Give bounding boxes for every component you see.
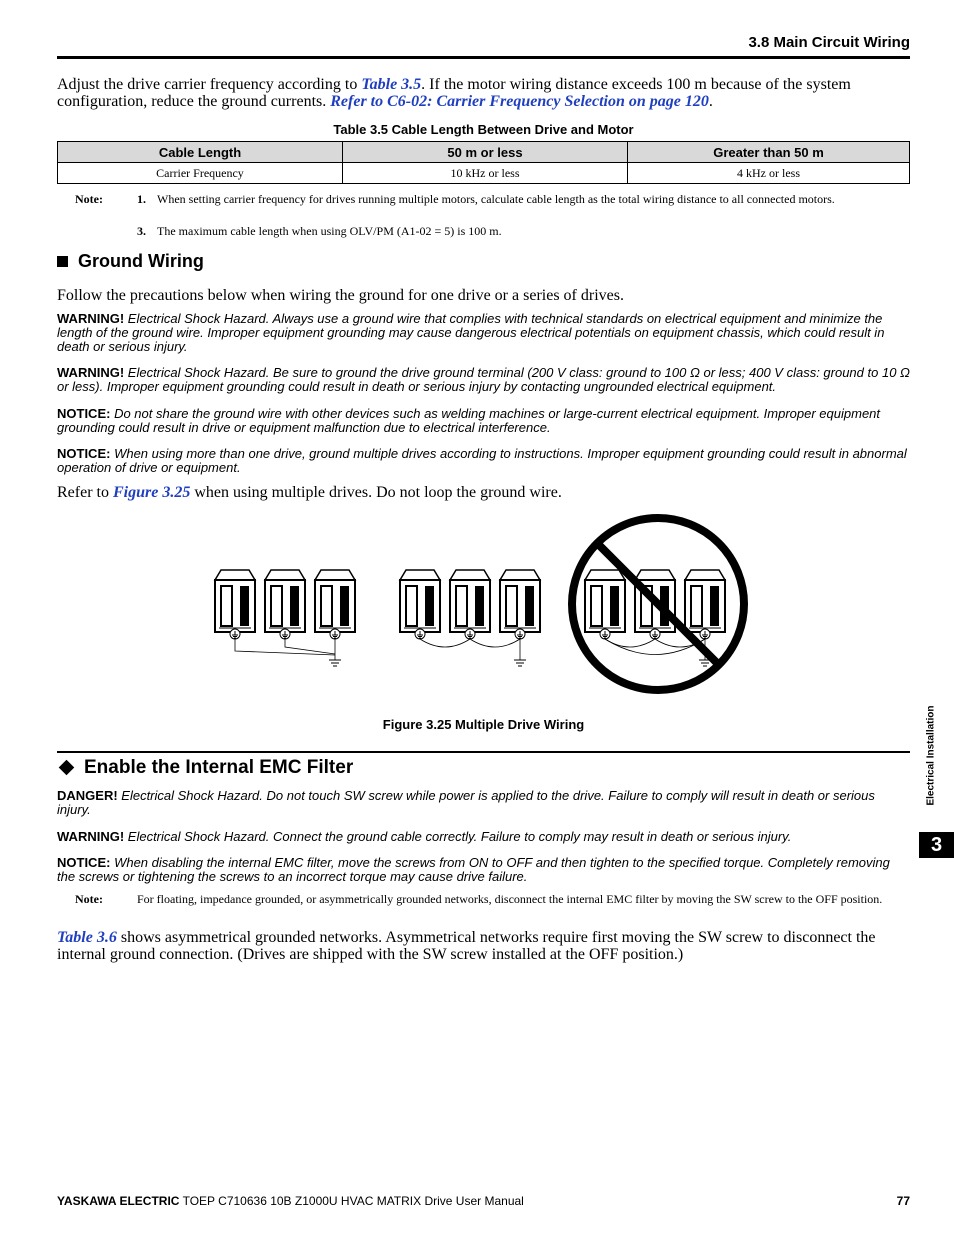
message-text: When using more than one drive, ground multiple drives according to instructions. Improper equipment grounding could result in abnormal operation of drive or equipment.	[57, 446, 907, 475]
page-number: 77	[896, 1194, 910, 1208]
figure-caption: Figure 3.25 Multiple Drive Wiring	[382, 717, 585, 732]
danger-message	[57, 789, 910, 817]
refer-text-2: when using multiple drives. Do not loop the ground wire.	[190, 484, 562, 501]
table-3-6-link[interactable]: Table 3.6	[57, 929, 117, 946]
chapter-number-tab[interactable]: 3	[919, 832, 954, 858]
section-rule	[57, 751, 910, 753]
cable-length-table	[57, 141, 910, 184]
note-number: 1.	[137, 192, 146, 206]
figure-3-25-link[interactable]: Figure 3.25	[112, 484, 191, 501]
ground-intro: Follow the precautions below when wiring the ground for one drive or a series of drives.	[57, 287, 624, 304]
table-row	[58, 163, 910, 184]
intro-text-2: . If the motor wiring distance exceeds 100 m because of the system configuration, reduce the ground currents.	[57, 76, 851, 110]
note-label: Note:	[75, 892, 103, 906]
message-label: WARNING!	[57, 311, 125, 326]
notice-message	[57, 447, 910, 475]
intro-paragraph	[57, 76, 910, 110]
footer-doc-title: TOEP C710636 10B Z1000U HVAC MATRIX Drive User Manual	[179, 1194, 524, 1208]
message-text: When disabling the internal EMC filter, move the screws from ON to OFF and then tighten to the specified torque. Completely removing the screws or tightening the screws to an incorrect torque may cause drive failure.	[57, 855, 890, 884]
diamond-bullet-icon	[59, 760, 75, 776]
emc-heading-text: Enable the Internal EMC Filter	[84, 757, 354, 778]
note-text: For floating, impedance grounded, or asymmetrically grounded networks, disconnect the internal EMC filter by moving the SW screw to the OFF position.	[137, 892, 883, 906]
note-text: The maximum cable length when using OLV/PM (A1-02 = 5) is 100 m.	[157, 224, 502, 238]
table-header-cell: Cable Length	[58, 142, 343, 163]
table-header-row	[58, 142, 910, 163]
warning-message	[57, 830, 910, 844]
ground-heading-text: Ground Wiring	[78, 251, 204, 271]
note-label: Note:	[75, 192, 103, 206]
table-caption: Table 3.5 Cable Length Between Drive and Motor	[333, 122, 634, 137]
message-text: Electrical Shock Hazard. Connect the ground cable correctly. Failure to comply may result in death or serious injury.	[124, 829, 792, 844]
note-number: 3.	[137, 224, 146, 238]
drive-group-correct-2	[400, 570, 540, 666]
refer-text-1: Refer to	[57, 484, 113, 501]
note-text: When setting carrier frequency for drives running multiple motors, calculate cable length as the total wiring distance to all connected motors.	[157, 192, 835, 206]
message-text: Do not share the ground wire with other devices such as welding machines or large-current electrical equipment. Improper equipment grounding could result in drive or equipment malfunction due to electrical interference.	[57, 406, 881, 435]
page-header	[57, 34, 910, 59]
ground-wiring-heading	[57, 251, 204, 272]
notice-message	[57, 407, 910, 435]
notice-message	[57, 856, 910, 884]
note-item	[75, 192, 910, 222]
warning-message	[57, 312, 910, 354]
table-3-5-link[interactable]: Table 3.5	[361, 76, 422, 93]
message-label: NOTICE:	[57, 446, 111, 461]
intro-text-1: Adjust the drive carrier frequency according to	[57, 76, 362, 93]
table-cell: 10 kHz or less	[343, 163, 628, 184]
message-text: Electrical Shock Hazard. Do not touch SW screw while power is applied to the drive. Failure to comply will result in death or serious injury.	[57, 788, 875, 817]
message-label: DANGER!	[57, 788, 118, 803]
table-header-cell: 50 m or less	[343, 142, 628, 163]
multiple-drive-wiring-figure	[200, 510, 760, 700]
warning-message	[57, 366, 910, 394]
section-title: 3.8 Main Circuit Wiring	[748, 34, 910, 51]
table-cell: 4 kHz or less	[628, 163, 910, 184]
table-cell: Carrier Frequency	[58, 163, 343, 184]
emc-closing-paragraph	[57, 929, 910, 963]
closing-text: shows asymmetrical grounded networks. Asymmetrical networks require first moving the SW screw to disconnect the internal ground connection. (Drives are shipped with the SW screw installed at the OFF position.)	[57, 929, 876, 963]
page-footer	[57, 1194, 910, 1208]
message-label: WARNING!	[57, 365, 125, 380]
square-bullet-icon	[57, 256, 68, 267]
refer-paragraph	[57, 484, 910, 501]
footer-brand: YASKAWA ELECTRIC	[57, 1194, 180, 1208]
intro-text-3: .	[708, 93, 713, 110]
message-text: Electrical Shock Hazard. Be sure to ground the drive ground terminal (200 V class: ground to 100 Ω or less; 400 V class: ground to 10 Ω or less). Improper equipment grounding could result in death or serious injury by contacting ungrounded electrical equipment.	[57, 365, 910, 394]
side-tab-text: Electrical Installation	[925, 705, 937, 806]
table-header-cell: Greater than 50 m	[628, 142, 910, 163]
note-item	[75, 224, 910, 240]
message-label: NOTICE:	[57, 855, 111, 870]
drive-group-correct-1	[215, 570, 355, 666]
message-label: NOTICE:	[57, 406, 111, 421]
c6-02-link[interactable]: Refer to C6-02: Carrier Frequency Selection on page 120	[330, 93, 709, 110]
emc-note	[75, 892, 910, 922]
emc-filter-heading	[57, 757, 353, 779]
side-chapter-label	[916, 700, 942, 820]
message-label: WARNING!	[57, 829, 125, 844]
message-text: Electrical Shock Hazard. Always use a ground wire that complies with technical standards on electrical equipment and minimize the length of the ground wire. Improper equipment grounding may cause dangerous electrical potentials on equipment chassis, which could result in death or serious injury.	[57, 311, 885, 354]
